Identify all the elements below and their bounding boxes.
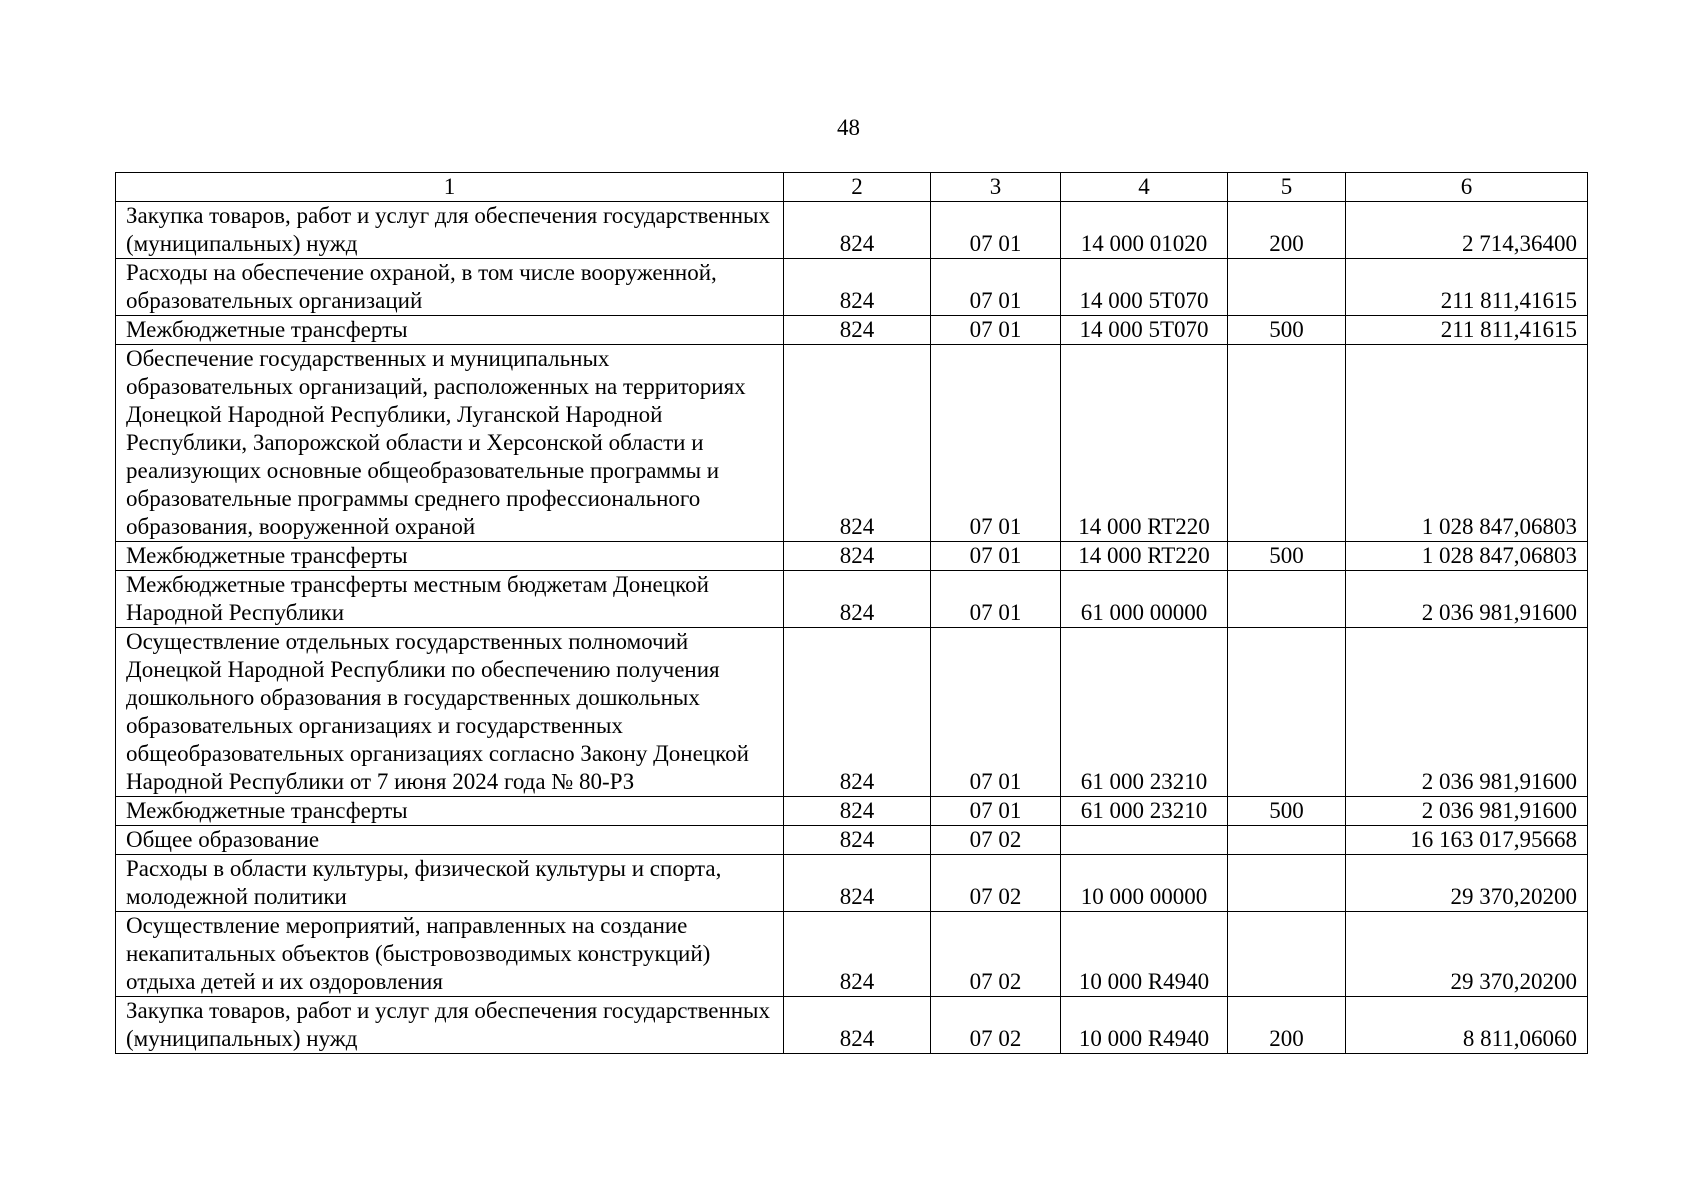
amount-cell: 2 714,36400 xyxy=(1346,202,1588,259)
budget-table xyxy=(115,172,1588,1054)
target-article-cell: 14 000 RT220 xyxy=(1061,542,1228,571)
target-article-cell: 61 000 23210 xyxy=(1061,797,1228,826)
target-article-cell: 14 000 5Т070 xyxy=(1061,259,1228,316)
table-row xyxy=(116,997,1588,1054)
ministry-code-cell: 824 xyxy=(784,826,931,855)
table-row xyxy=(116,826,1588,855)
header-cell-4: 4 xyxy=(1061,173,1228,202)
expense-name-cell: Осуществление мероприятий, направленных на создание некапитальных объектов (быстровозводимых конструкций) отдыха детей и их оздоровления xyxy=(116,912,784,997)
expense-type-cell xyxy=(1228,259,1346,316)
section-code-cell: 07 01 xyxy=(931,259,1061,316)
table-row xyxy=(116,628,1588,797)
section-code-cell: 07 01 xyxy=(931,316,1061,345)
target-article-cell: 14 000 01020 xyxy=(1061,202,1228,259)
ministry-code-cell: 824 xyxy=(784,202,931,259)
target-article-cell: 61 000 23210 xyxy=(1061,628,1228,797)
expense-type-cell: 500 xyxy=(1228,316,1346,345)
header-cell-2: 2 xyxy=(784,173,931,202)
expense-type-cell xyxy=(1228,855,1346,912)
ministry-code-cell: 824 xyxy=(784,855,931,912)
table-row xyxy=(116,542,1588,571)
ministry-code-cell: 824 xyxy=(784,797,931,826)
table-row xyxy=(116,571,1588,628)
expense-type-cell: 200 xyxy=(1228,202,1346,259)
section-code-cell: 07 01 xyxy=(931,542,1061,571)
expense-type-cell: 500 xyxy=(1228,542,1346,571)
amount-cell: 2 036 981,91600 xyxy=(1346,571,1588,628)
expense-name-cell: Межбюджетные трансферты xyxy=(116,542,784,571)
ministry-code-cell: 824 xyxy=(784,628,931,797)
target-article-cell xyxy=(1061,826,1228,855)
amount-cell: 211 811,41615 xyxy=(1346,316,1588,345)
section-code-cell: 07 01 xyxy=(931,345,1061,542)
ministry-code-cell: 824 xyxy=(784,542,931,571)
expense-name-cell: Межбюджетные трансферты xyxy=(116,316,784,345)
target-article-cell: 10 000 R4940 xyxy=(1061,912,1228,997)
target-article-cell: 10 000 R4940 xyxy=(1061,997,1228,1054)
target-article-cell: 14 000 RT220 xyxy=(1061,345,1228,542)
expense-type-cell: 500 xyxy=(1228,797,1346,826)
section-code-cell: 07 01 xyxy=(931,571,1061,628)
table-row xyxy=(116,259,1588,316)
section-code-cell: 07 01 xyxy=(931,628,1061,797)
header-cell-5: 5 xyxy=(1228,173,1346,202)
expense-name-cell: Расходы на обеспечение охраной, в том числе вооруженной, образовательных организаций xyxy=(116,259,784,316)
target-article-cell: 61 000 00000 xyxy=(1061,571,1228,628)
ministry-code-cell: 824 xyxy=(784,316,931,345)
amount-cell: 8 811,06060 xyxy=(1346,997,1588,1054)
amount-cell: 211 811,41615 xyxy=(1346,259,1588,316)
expense-type-cell xyxy=(1228,571,1346,628)
table-row xyxy=(116,797,1588,826)
amount-cell: 16 163 017,95668 xyxy=(1346,826,1588,855)
section-code-cell: 07 02 xyxy=(931,826,1061,855)
table-row xyxy=(116,345,1588,542)
table-row xyxy=(116,912,1588,997)
table-row xyxy=(116,316,1588,345)
expense-name-cell: Расходы в области культуры, физической культуры и спорта, молодежной политики xyxy=(116,855,784,912)
amount-cell: 2 036 981,91600 xyxy=(1346,797,1588,826)
ministry-code-cell: 824 xyxy=(784,259,931,316)
header-cell-3: 3 xyxy=(931,173,1061,202)
table-row xyxy=(116,202,1588,259)
amount-cell: 1 028 847,06803 xyxy=(1346,542,1588,571)
target-article-cell: 10 000 00000 xyxy=(1061,855,1228,912)
section-code-cell: 07 01 xyxy=(931,202,1061,259)
target-article-cell: 14 000 5Т070 xyxy=(1061,316,1228,345)
ministry-code-cell: 824 xyxy=(784,912,931,997)
section-code-cell: 07 02 xyxy=(931,997,1061,1054)
expense-type-cell xyxy=(1228,912,1346,997)
table-header-row xyxy=(116,173,1588,202)
page-number: 48 xyxy=(837,115,860,140)
expense-type-cell: 200 xyxy=(1228,997,1346,1054)
header-cell-6: 6 xyxy=(1346,173,1588,202)
ministry-code-cell: 824 xyxy=(784,345,931,542)
section-code-cell: 07 02 xyxy=(931,912,1061,997)
header-cell-1: 1 xyxy=(116,173,784,202)
expense-name-cell: Межбюджетные трансферты xyxy=(116,797,784,826)
expense-name-cell: Общее образование xyxy=(116,826,784,855)
section-code-cell: 07 02 xyxy=(931,855,1061,912)
amount-cell: 1 028 847,06803 xyxy=(1346,345,1588,542)
expense-name-cell: Закупка товаров, работ и услуг для обеспечения государственных (муниципальных) нужд xyxy=(116,202,784,259)
section-code-cell: 07 01 xyxy=(931,797,1061,826)
ministry-code-cell: 824 xyxy=(784,997,931,1054)
expense-name-cell: Закупка товаров, работ и услуг для обеспечения государственных (муниципальных) нужд xyxy=(116,997,784,1054)
amount-cell: 29 370,20200 xyxy=(1346,912,1588,997)
amount-cell: 29 370,20200 xyxy=(1346,855,1588,912)
amount-cell: 2 036 981,91600 xyxy=(1346,628,1588,797)
table-row xyxy=(116,855,1588,912)
expense-type-cell xyxy=(1228,628,1346,797)
expense-name-cell: Обеспечение государственных и муниципальных образовательных организаций, расположенных на территориях Донецкой Народной Республики, Луганской Народной Республики, Запорожской области и Херсонской области и реализующих основные общеобразовательные программы и образовательные программы среднего профессионального образования, вооруженной охраной xyxy=(116,345,784,542)
expense-type-cell xyxy=(1228,826,1346,855)
expense-type-cell xyxy=(1228,345,1346,542)
expense-name-cell: Межбюджетные трансферты местным бюджетам Донецкой Народной Республики xyxy=(116,571,784,628)
ministry-code-cell: 824 xyxy=(784,571,931,628)
expense-name-cell: Осуществление отдельных государственных полномочий Донецкой Народной Республики по обеспечению получения дошкольного образования в государственных дошкольных образовательных организациях и государственных общеобразовательных организациях согласно Закону Донецкой Народной Республики от 7 июня 2024 года № 80-РЗ xyxy=(116,628,784,797)
